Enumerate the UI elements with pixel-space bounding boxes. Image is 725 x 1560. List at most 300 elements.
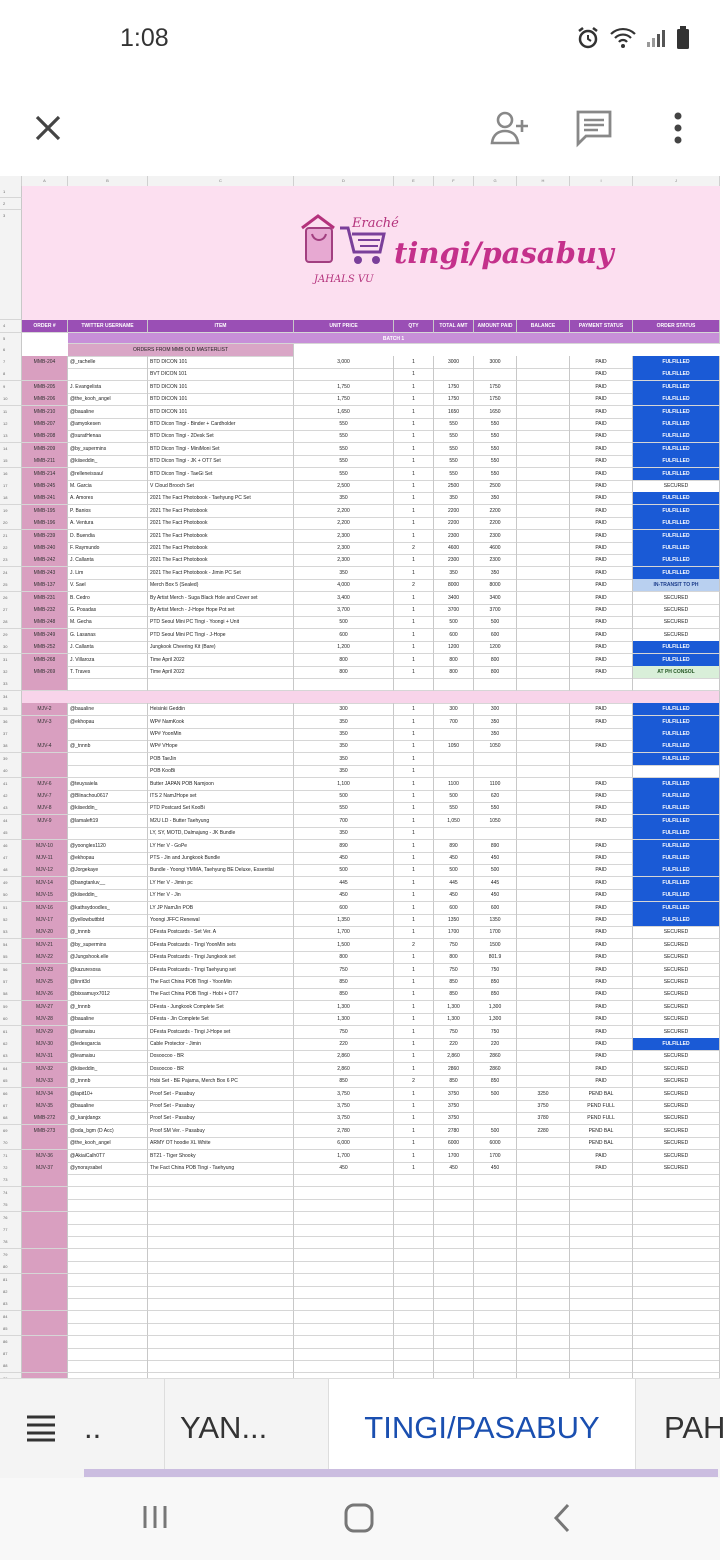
empty-cell[interactable] — [294, 1311, 394, 1324]
total-cell[interactable]: 445 — [434, 877, 474, 890]
username-cell[interactable] — [68, 753, 148, 766]
empty-cell[interactable] — [474, 1274, 517, 1287]
order-status-cell[interactable]: SECURED — [633, 1112, 720, 1125]
balance-cell[interactable] — [517, 554, 570, 567]
username-cell[interactable]: D. Buendia — [68, 530, 148, 543]
order-id-cell[interactable]: MJV-17 — [22, 914, 68, 927]
qty-cell[interactable]: 1 — [394, 381, 434, 394]
order-status-cell[interactable]: FULFILLED — [633, 815, 720, 828]
balance-cell[interactable] — [517, 1038, 570, 1051]
empty-cell[interactable] — [294, 1286, 394, 1299]
order-status-cell[interactable]: FULFILLED — [633, 889, 720, 902]
balance-cell[interactable] — [517, 530, 570, 543]
empty-cell[interactable] — [633, 1360, 720, 1373]
balance-cell[interactable] — [517, 1063, 570, 1076]
order-id-cell[interactable]: MJV-35 — [22, 1100, 68, 1113]
amount-paid-cell[interactable]: 550 — [474, 418, 517, 431]
payment-status-cell[interactable]: PAID — [570, 790, 633, 803]
amount-paid-cell[interactable] — [474, 765, 517, 778]
item-cell[interactable]: DFesta - Jin Complete Set — [148, 1013, 294, 1026]
item-cell[interactable]: 2021 The Fact Photobook — [148, 542, 294, 555]
row-number[interactable]: 26 — [0, 592, 22, 605]
balance-cell[interactable] — [517, 418, 570, 431]
order-status-cell[interactable]: SECURED — [633, 1026, 720, 1039]
amount-paid-cell[interactable]: 890 — [474, 840, 517, 853]
order-id-cell[interactable] — [22, 1323, 68, 1336]
row-number[interactable]: 51 — [0, 902, 22, 915]
order-id-cell[interactable] — [22, 1336, 68, 1349]
amount-paid-cell[interactable]: 450 — [474, 889, 517, 902]
unit-price-cell[interactable]: 2,200 — [294, 505, 394, 518]
row-number[interactable]: 77 — [0, 1224, 22, 1237]
qty-cell[interactable]: 1 — [394, 902, 434, 915]
payment-status-cell[interactable] — [570, 678, 633, 691]
item-cell[interactable]: Time April 2022 — [148, 666, 294, 679]
unit-price-cell[interactable]: 800 — [294, 951, 394, 964]
payment-status-cell[interactable]: PEND FULL — [570, 1112, 633, 1125]
item-cell[interactable]: 2021 The Fact Photobook — [148, 554, 294, 567]
empty-cell[interactable] — [434, 1336, 474, 1349]
empty-cell[interactable] — [633, 1174, 720, 1187]
empty-cell[interactable] — [474, 1174, 517, 1187]
empty-cell[interactable] — [434, 1224, 474, 1237]
order-status-cell[interactable]: SECURED — [633, 988, 720, 1001]
empty-cell[interactable] — [294, 1274, 394, 1287]
unit-price-cell[interactable]: 3,400 — [294, 592, 394, 605]
qty-cell[interactable]: 1 — [394, 1112, 434, 1125]
order-status-cell[interactable]: FULFILLED — [633, 492, 720, 505]
row-number[interactable]: 61 — [0, 1026, 22, 1039]
order-id-cell[interactable]: MJV-9 — [22, 815, 68, 828]
qty-cell[interactable]: 1 — [394, 393, 434, 406]
qty-cell[interactable]: 1 — [394, 1100, 434, 1113]
username-cell[interactable] — [68, 728, 148, 741]
row-number[interactable]: 35 — [0, 703, 22, 716]
payment-status-cell[interactable]: PAID — [570, 505, 633, 518]
balance-cell[interactable] — [517, 815, 570, 828]
payment-status-cell[interactable]: PAID — [570, 468, 633, 481]
payment-status-cell[interactable]: PAID — [570, 852, 633, 865]
total-cell[interactable]: 300 — [434, 703, 474, 716]
empty-cell[interactable] — [517, 1348, 570, 1361]
username-cell[interactable]: @leamaisu — [68, 1026, 148, 1039]
amount-paid-cell[interactable]: 350 — [474, 716, 517, 729]
order-id-cell[interactable] — [22, 1137, 68, 1150]
amount-paid-cell[interactable]: 550 — [474, 430, 517, 443]
order-id-cell[interactable]: MJV-20 — [22, 926, 68, 939]
qty-cell[interactable]: 1 — [394, 554, 434, 567]
empty-cell[interactable] — [394, 1174, 434, 1187]
amount-paid-cell[interactable]: 500 — [474, 1088, 517, 1101]
payment-status-cell[interactable] — [570, 765, 633, 778]
payment-status-cell[interactable]: PAID — [570, 740, 633, 753]
order-id-cell[interactable]: MMB-273 — [22, 1125, 68, 1138]
order-status-cell[interactable]: FULFILLED — [633, 728, 720, 741]
total-cell[interactable]: 2780 — [434, 1125, 474, 1138]
order-id-cell[interactable] — [22, 753, 68, 766]
row-number[interactable]: 66 — [0, 1088, 22, 1101]
item-cell[interactable]: WP# NamKook — [148, 716, 294, 729]
order-id-cell[interactable]: MJV-33 — [22, 1075, 68, 1088]
row-number[interactable]: 22 — [0, 542, 22, 555]
order-id-cell[interactable]: MJV-25 — [22, 976, 68, 989]
item-cell[interactable]: Proof SM Ver. - Pasabuy — [148, 1125, 294, 1138]
amount-paid-cell[interactable]: 801.9 — [474, 951, 517, 964]
row-number[interactable]: 59 — [0, 1001, 22, 1014]
empty-cell[interactable] — [570, 1174, 633, 1187]
qty-cell[interactable]: 1 — [394, 914, 434, 927]
balance-cell[interactable] — [517, 753, 570, 766]
payment-status-cell[interactable]: PAID — [570, 666, 633, 679]
unit-price-cell[interactable]: 1,750 — [294, 381, 394, 394]
unit-price-cell[interactable]: 1,700 — [294, 926, 394, 939]
item-cell[interactable]: BTD DICON 101 — [148, 406, 294, 419]
order-status-cell[interactable]: FULFILLED — [633, 1038, 720, 1051]
qty-cell[interactable]: 1 — [394, 1013, 434, 1026]
row-number[interactable]: 28 — [0, 616, 22, 629]
payment-status-cell[interactable]: PAID — [570, 542, 633, 555]
amount-paid-cell[interactable]: 1050 — [474, 815, 517, 828]
unit-price-cell[interactable]: 2,300 — [294, 530, 394, 543]
payment-status-cell[interactable]: PAID — [570, 926, 633, 939]
item-cell[interactable]: LY JP NamJin POB — [148, 902, 294, 915]
unit-price-cell[interactable]: 550 — [294, 802, 394, 815]
empty-cell[interactable] — [148, 1224, 294, 1237]
payment-status-cell[interactable]: PAID — [570, 1013, 633, 1026]
username-cell[interactable] — [68, 765, 148, 778]
qty-cell[interactable]: 1 — [394, 802, 434, 815]
amount-paid-cell[interactable]: 1,300 — [474, 1013, 517, 1026]
empty-cell[interactable] — [434, 1311, 474, 1324]
empty-cell[interactable] — [68, 1187, 148, 1200]
username-cell[interactable]: @kiiseddin_ — [68, 1063, 148, 1076]
order-id-cell[interactable] — [22, 1224, 68, 1237]
order-id-cell[interactable]: MJV-3 — [22, 716, 68, 729]
order-status-cell[interactable]: FULFILLED — [633, 654, 720, 667]
qty-cell[interactable]: 1 — [394, 604, 434, 617]
order-id-cell[interactable]: MJV-34 — [22, 1088, 68, 1101]
qty-cell[interactable]: 1 — [394, 815, 434, 828]
order-id-cell[interactable]: MMB-210 — [22, 406, 68, 419]
row-number[interactable]: 75 — [0, 1199, 22, 1212]
row-number[interactable]: 34 — [0, 691, 22, 704]
row-number[interactable]: 19 — [0, 505, 22, 518]
row-number[interactable]: 43 — [0, 802, 22, 815]
unit-price-cell[interactable]: 750 — [294, 1026, 394, 1039]
qty-cell[interactable]: 1 — [394, 951, 434, 964]
unit-price-cell[interactable]: 700 — [294, 815, 394, 828]
total-cell[interactable]: 2200 — [434, 505, 474, 518]
item-cell[interactable]: Proof Set - Pasabuy — [148, 1100, 294, 1113]
amount-paid-cell[interactable]: 850 — [474, 988, 517, 1001]
row-number[interactable]: 3 — [0, 210, 22, 320]
balance-cell[interactable] — [517, 1026, 570, 1039]
empty-cell[interactable] — [434, 1174, 474, 1187]
total-cell[interactable]: 1100 — [434, 778, 474, 791]
empty-cell[interactable] — [294, 1249, 394, 1262]
unit-price-cell[interactable]: 4,000 — [294, 579, 394, 592]
item-cell[interactable]: Heisinki Geddin — [148, 703, 294, 716]
empty-cell[interactable] — [434, 1187, 474, 1200]
total-cell[interactable]: 350 — [434, 567, 474, 580]
unit-price-cell[interactable]: 850 — [294, 1075, 394, 1088]
item-cell[interactable]: LY Her V - Jimin pc — [148, 877, 294, 890]
username-cell[interactable]: @_tnnnb — [68, 1075, 148, 1088]
username-cell[interactable]: @by_supermins — [68, 443, 148, 456]
balance-cell[interactable] — [517, 864, 570, 877]
row-number[interactable]: 12 — [0, 418, 22, 431]
empty-cell[interactable] — [570, 1261, 633, 1274]
order-id-cell[interactable] — [22, 765, 68, 778]
qty-cell[interactable]: 1 — [394, 1038, 434, 1051]
item-cell[interactable]: Bundle - Yoongi YMMA, Taehyung BE Deluxe, Essential — [148, 864, 294, 877]
order-id-cell[interactable]: MJV-29 — [22, 1026, 68, 1039]
order-id-cell[interactable]: MMB-243 — [22, 567, 68, 580]
item-cell[interactable]: BTD DICON 101 — [148, 381, 294, 394]
empty-cell[interactable] — [68, 1274, 148, 1287]
payment-status-cell[interactable]: PAID — [570, 554, 633, 567]
qty-cell[interactable]: 1 — [394, 505, 434, 518]
row-number[interactable]: 10 — [0, 393, 22, 406]
unit-price-cell[interactable]: 350 — [294, 765, 394, 778]
username-cell[interactable]: @bixsamuyx7012 — [68, 988, 148, 1001]
order-status-cell[interactable]: SECURED — [633, 604, 720, 617]
item-cell[interactable]: Proof Set - Pasabuy — [148, 1088, 294, 1101]
row-number[interactable]: 2 — [0, 198, 22, 210]
username-cell[interactable]: T. Traves — [68, 666, 148, 679]
username-cell[interactable]: @the_kooh_angel — [68, 1137, 148, 1150]
row-number[interactable]: 88 — [0, 1360, 22, 1373]
username-cell[interactable]: J. Evangelista — [68, 381, 148, 394]
balance-cell[interactable] — [517, 1075, 570, 1088]
order-id-cell[interactable] — [22, 1236, 68, 1249]
balance-cell[interactable] — [517, 579, 570, 592]
balance-cell[interactable] — [517, 1137, 570, 1150]
total-cell[interactable]: 3750 — [434, 1100, 474, 1113]
amount-paid-cell[interactable] — [474, 1112, 517, 1125]
unit-price-cell[interactable]: 550 — [294, 430, 394, 443]
empty-cell[interactable] — [517, 1261, 570, 1274]
row-number[interactable]: 40 — [0, 765, 22, 778]
empty-cell[interactable] — [517, 1236, 570, 1249]
empty-cell[interactable] — [294, 1323, 394, 1336]
balance-cell[interactable] — [517, 443, 570, 456]
item-cell[interactable]: PTD Seoul Mini PC Tingi - J-Hope — [148, 629, 294, 642]
order-status-cell[interactable]: SECURED — [633, 1125, 720, 1138]
tab-pah[interactable]: PAH — [664, 1410, 725, 1445]
empty-cell[interactable] — [68, 1236, 148, 1249]
username-cell[interactable]: J. Lim — [68, 567, 148, 580]
balance-cell[interactable] — [517, 1162, 570, 1175]
unit-price-cell[interactable]: 300 — [294, 703, 394, 716]
payment-status-cell[interactable]: PAID — [570, 654, 633, 667]
username-cell[interactable]: J. Villaroza — [68, 654, 148, 667]
order-id-cell[interactable]: MMB-272 — [22, 1112, 68, 1125]
empty-cell[interactable] — [474, 1261, 517, 1274]
row-number[interactable]: 57 — [0, 976, 22, 989]
empty-cell[interactable] — [394, 1360, 434, 1373]
amount-paid-cell[interactable]: 2300 — [474, 554, 517, 567]
empty-cell[interactable] — [434, 1236, 474, 1249]
username-cell[interactable]: J. Callanta — [68, 641, 148, 654]
payment-status-cell[interactable]: PAID — [570, 889, 633, 902]
qty-cell[interactable]: 1 — [394, 492, 434, 505]
amount-paid-cell[interactable]: 1750 — [474, 393, 517, 406]
payment-status-cell[interactable]: PAID — [570, 1063, 633, 1076]
total-cell[interactable]: 450 — [434, 852, 474, 865]
unit-price-cell[interactable]: 550 — [294, 418, 394, 431]
empty-cell[interactable] — [294, 1336, 394, 1349]
row-number[interactable]: 53 — [0, 926, 22, 939]
empty-cell[interactable] — [633, 1249, 720, 1262]
unit-price-cell[interactable]: 3,700 — [294, 604, 394, 617]
balance-cell[interactable] — [517, 356, 570, 369]
empty-cell[interactable] — [394, 1261, 434, 1274]
order-id-cell[interactable] — [22, 1360, 68, 1373]
order-status-cell[interactable]: FULFILLED — [633, 368, 720, 381]
item-cell[interactable]: Butter JAPAN POB Namjoon — [148, 778, 294, 791]
payment-status-cell[interactable]: PAID — [570, 914, 633, 927]
row-number[interactable]: 81 — [0, 1274, 22, 1287]
row-number[interactable]: 41 — [0, 778, 22, 791]
total-cell[interactable]: 750 — [434, 939, 474, 952]
header-cell[interactable]: ORDER STATUS — [633, 320, 720, 333]
empty-cell[interactable] — [517, 1298, 570, 1311]
row-number[interactable]: 85 — [0, 1323, 22, 1336]
item-cell[interactable]: WP# VHope — [148, 740, 294, 753]
order-id-cell[interactable]: MJV-21 — [22, 939, 68, 952]
amount-paid-cell[interactable]: 220 — [474, 1038, 517, 1051]
row-number[interactable]: 84 — [0, 1311, 22, 1324]
row-number[interactable]: 18 — [0, 492, 22, 505]
order-id-cell[interactable]: MMB-211 — [22, 455, 68, 468]
balance-cell[interactable] — [517, 778, 570, 791]
spreadsheet[interactable] — [0, 176, 720, 1378]
amount-paid-cell[interactable]: 750 — [474, 1026, 517, 1039]
username-cell[interactable]: @yoongles1120 — [68, 840, 148, 853]
empty-cell[interactable] — [294, 1224, 394, 1237]
username-cell[interactable]: B. Cedro — [68, 592, 148, 605]
qty-cell[interactable]: 1 — [394, 406, 434, 419]
unit-price-cell[interactable]: 1,750 — [294, 393, 394, 406]
order-status-cell[interactable]: SECURED — [633, 1100, 720, 1113]
balance-cell[interactable] — [517, 964, 570, 977]
order-id-cell[interactable] — [22, 1174, 68, 1187]
payment-status-cell[interactable]: PAID — [570, 480, 633, 493]
order-status-cell[interactable]: SECURED — [633, 1075, 720, 1088]
item-cell[interactable]: Proof Set - Pasabuy — [148, 1112, 294, 1125]
username-cell[interactable]: @ynoraysabel — [68, 1162, 148, 1175]
balance-cell[interactable] — [517, 430, 570, 443]
header-cell[interactable]: BALANCE — [517, 320, 570, 333]
qty-cell[interactable]: 1 — [394, 641, 434, 654]
balance-cell[interactable] — [517, 889, 570, 902]
empty-cell[interactable] — [148, 1286, 294, 1299]
order-id-cell[interactable] — [22, 1311, 68, 1324]
username-cell[interactable] — [68, 368, 148, 381]
amount-paid-cell[interactable]: 2200 — [474, 505, 517, 518]
total-cell[interactable]: 2300 — [434, 530, 474, 543]
balance-cell[interactable] — [517, 716, 570, 729]
empty-cell[interactable] — [68, 1348, 148, 1361]
row-number[interactable]: 27 — [0, 604, 22, 617]
empty-cell[interactable] — [148, 1323, 294, 1336]
empty-cell[interactable] — [148, 1311, 294, 1324]
item-cell[interactable]: BTD DICON 101 — [148, 356, 294, 369]
amount-paid-cell[interactable]: 3700 — [474, 604, 517, 617]
header-cell[interactable]: TWITTER USERNAME — [68, 320, 148, 333]
empty-cell[interactable] — [633, 1311, 720, 1324]
username-cell[interactable]: @suratHenaa — [68, 430, 148, 443]
qty-cell[interactable]: 1 — [394, 530, 434, 543]
total-cell[interactable]: 1700 — [434, 1150, 474, 1163]
balance-cell[interactable] — [517, 616, 570, 629]
amount-paid-cell[interactable]: 6000 — [474, 1137, 517, 1150]
order-id-cell[interactable]: MMB-137 — [22, 579, 68, 592]
row-number[interactable]: 74 — [0, 1187, 22, 1200]
row-number[interactable]: 52 — [0, 914, 22, 927]
item-cell[interactable]: DFesta - Jungkook Complete Set — [148, 1001, 294, 1014]
empty-cell[interactable] — [517, 1360, 570, 1373]
unit-price-cell[interactable]: 750 — [294, 964, 394, 977]
unit-price-cell[interactable]: 1,300 — [294, 1001, 394, 1014]
username-cell[interactable]: @AkiaiCalh0T7 — [68, 1150, 148, 1163]
order-status-cell[interactable] — [633, 678, 720, 691]
balance-cell[interactable] — [517, 480, 570, 493]
unit-price-cell[interactable]: 450 — [294, 1162, 394, 1175]
row-number[interactable]: 16 — [0, 468, 22, 481]
comments-button[interactable] — [564, 98, 624, 158]
order-status-cell[interactable]: SECURED — [633, 1050, 720, 1063]
item-cell[interactable]: BTD Dicon Tingi - TaeGi Set — [148, 468, 294, 481]
row-number[interactable]: 44 — [0, 815, 22, 828]
balance-cell[interactable] — [517, 666, 570, 679]
order-id-cell[interactable] — [22, 1199, 68, 1212]
balance-cell[interactable] — [517, 492, 570, 505]
qty-cell[interactable]: 1 — [394, 976, 434, 989]
total-cell[interactable]: 600 — [434, 629, 474, 642]
username-cell[interactable]: @Blinachou0617 — [68, 790, 148, 803]
item-cell[interactable]: Cable Protector - Jimin — [148, 1038, 294, 1051]
payment-status-cell[interactable]: PAID — [570, 1075, 633, 1088]
empty-cell[interactable] — [517, 1311, 570, 1324]
item-cell[interactable]: 2021 The Fact Photobook - Taehyung PC Set — [148, 492, 294, 505]
payment-status-cell[interactable]: PAID — [570, 964, 633, 977]
column-header-D[interactable]: D — [294, 176, 394, 186]
empty-cell[interactable] — [474, 1311, 517, 1324]
empty-cell[interactable] — [294, 1187, 394, 1200]
empty-cell[interactable] — [68, 1261, 148, 1274]
balance-cell[interactable] — [517, 468, 570, 481]
unit-price-cell[interactable]: 2,860 — [294, 1063, 394, 1076]
qty-cell[interactable]: 2 — [394, 1075, 434, 1088]
order-id-cell[interactable]: MJV-30 — [22, 1038, 68, 1051]
total-cell[interactable]: 2300 — [434, 554, 474, 567]
qty-cell[interactable]: 1 — [394, 1125, 434, 1138]
empty-cell[interactable] — [434, 1212, 474, 1225]
header-cell[interactable]: TOTAL AMT — [434, 320, 474, 333]
order-id-cell[interactable] — [22, 678, 68, 691]
qty-cell[interactable]: 1 — [394, 517, 434, 530]
total-cell[interactable]: 500 — [434, 790, 474, 803]
amount-paid-cell[interactable]: 1050 — [474, 740, 517, 753]
username-cell[interactable]: @relleneissau/ — [68, 468, 148, 481]
unit-price-cell[interactable]: 800 — [294, 666, 394, 679]
empty-cell[interactable] — [434, 1249, 474, 1262]
payment-status-cell[interactable]: PEND BAL — [570, 1088, 633, 1101]
order-status-cell[interactable]: SECURED — [633, 1137, 720, 1150]
payment-status-cell[interactable]: PEND BAL — [570, 1137, 633, 1150]
